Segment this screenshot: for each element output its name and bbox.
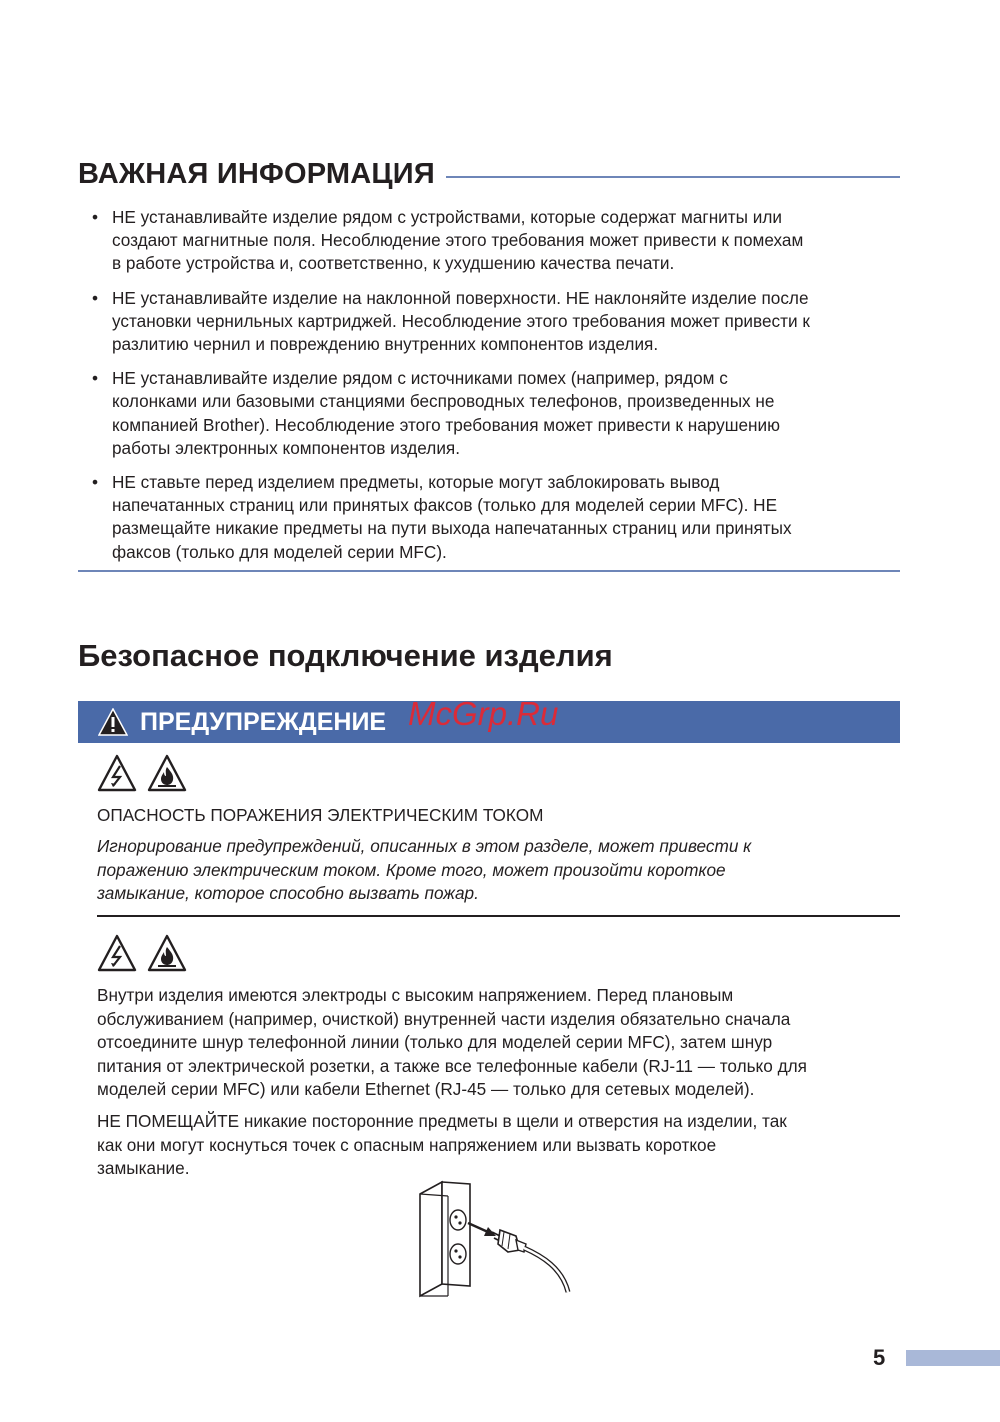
watermark: McGrp.Ru: [408, 695, 559, 732]
warning-triangle-icon: [98, 708, 128, 736]
text-line: размещайте никакие предметы на пути выхода напечатанных страниц или принятых: [112, 518, 792, 539]
text-line: колонками или базовыми станциями беспроводных телефонов, произведенных не: [112, 391, 775, 412]
text-line: замыкание, которое способно вызвать пожар.: [97, 883, 479, 903]
hazard-icons: [97, 754, 193, 796]
list-item: [92, 367, 904, 460]
text-line: создают магнитные поля. Несоблюдение этого требования может привести к помехам: [112, 230, 804, 251]
page-number: 5: [873, 1345, 886, 1370]
page-tab: [906, 1350, 1000, 1366]
list-item: [92, 287, 904, 357]
electric-shock-icon: [97, 754, 137, 792]
section-divider: [78, 570, 900, 572]
bullet-symbol: •: [92, 287, 99, 308]
text-line: НЕ устанавливайте изделие рядом с устройствами, которые содержат магниты или: [112, 207, 783, 227]
text-line: в работе устройства и, соответственно, к ухудшению качества печати.: [112, 253, 675, 274]
section-heading-important: ВАЖНАЯ ИНФОРМАЦИЯ: [78, 158, 435, 190]
text-line: работы электронных компонентов изделия.: [112, 437, 461, 458]
text-line: напечатанных страниц или принятых факсов (только для моделей серии MFC). НЕ: [112, 495, 778, 516]
text-line: обслуживанием (например, очисткой) внутренней части изделия обязательно сначала: [97, 1008, 791, 1029]
text-line: НЕ ставьте перед изделием предметы, которые могут заблокировать вывод: [112, 472, 720, 493]
shock-hazard-title: ОПАСНОСТЬ ПОРАЖЕНИЯ ЭЛЕКТРИЧЕСКИМ ТОКОМ: [97, 805, 544, 825]
text-line: замыкание.: [97, 1158, 190, 1178]
shock-hazard-text: [97, 835, 877, 906]
list-item: [92, 471, 904, 564]
text-line: как они могут коснуться точек с опасным напряжением или вызвать короткое: [97, 1134, 717, 1155]
section-heading-safe-connection: Безопасное подключение изделия: [78, 638, 613, 673]
text-line: НЕ ПОМЕЩАЙТЕ никакие посторонние предметы в щели и отверстия на изделии, так: [97, 1111, 787, 1131]
list-item: [92, 206, 904, 276]
text-line: Внутри изделия имеются электроды с высоким напряжением. Перед плановым: [97, 985, 734, 1005]
unplug-illustration: [412, 1180, 592, 1300]
heading-rule: [446, 176, 900, 178]
divider: [97, 915, 900, 917]
electric-shock-icon: [97, 934, 137, 972]
hazard-icons: [97, 934, 193, 976]
text-line: НЕ устанавливайте изделие на наклонной поверхности. НЕ наклоняйте изделие после: [112, 287, 809, 308]
text-line: разлитию чернил и повреждению внутренних компонентов изделия.: [112, 334, 659, 355]
text-line: отсоедините шнур телефонной линии (только для моделей серии MFC), затем шнур: [97, 1032, 773, 1052]
text-line: НЕ устанавливайте изделие рядом с источниками помех (например, рядом с: [112, 368, 728, 389]
warning-label: ПРЕДУПРЕЖДЕНИЕ: [140, 708, 387, 736]
foreign-objects-paragraph: [97, 1110, 900, 1181]
high-voltage-paragraph: [97, 984, 900, 1102]
text-line: факсов (только для моделей серии MFC).: [112, 541, 447, 562]
bullet-symbol: •: [92, 207, 99, 227]
text-line: установки чернильных картриджей. Несоблюдение этого требования может привести к: [112, 310, 810, 331]
important-bullet-list: [92, 206, 904, 575]
text-line: питания от электрической розетки, а также все телефонные кабели (RJ-11 — только для: [97, 1055, 807, 1076]
text-line: поражению электрическим током. Кроме того, может произойти короткое: [97, 859, 726, 880]
fire-hazard-icon: [147, 754, 187, 792]
text-line: моделей серии MFC) или кабели Ethernet (RJ-45 — только для сетевых моделей).: [97, 1079, 755, 1099]
text-line: компанией Brother). Несоблюдение этого требования может привести к нарушению: [112, 414, 781, 435]
bullet-symbol: •: [92, 472, 99, 493]
bullet-symbol: •: [92, 368, 99, 389]
text-line: Игнорирование предупреждений, описанных в этом разделе, может привести к: [97, 836, 752, 856]
fire-hazard-icon: [147, 934, 187, 972]
